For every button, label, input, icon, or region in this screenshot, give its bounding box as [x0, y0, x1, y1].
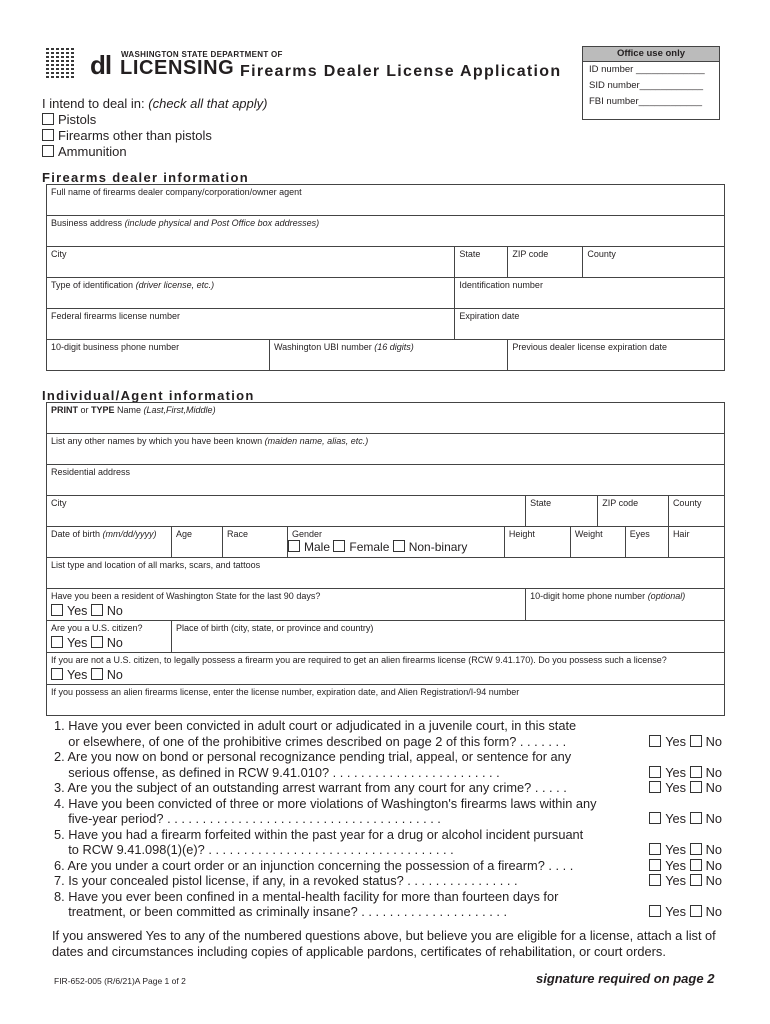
question-yes-label: Yes	[665, 780, 687, 795]
question-yes-label: Yes	[665, 857, 687, 873]
ubi-number-field[interactable]: Washington UBI number (16 digits)	[270, 340, 508, 371]
office-use-box	[582, 46, 720, 120]
dealer-zip-field[interactable]: ZIP code	[508, 247, 583, 278]
question-no-checkbox[interactable]	[690, 735, 702, 747]
prev-license-exp-field[interactable]: Previous dealer license expiration date	[508, 340, 725, 371]
citizen-yes-checkbox[interactable]	[51, 636, 63, 648]
question-no-label: No	[705, 842, 722, 857]
question-no-checkbox[interactable]	[690, 781, 702, 793]
question-yes-checkbox[interactable]	[649, 859, 661, 871]
dealer-info-table	[46, 184, 725, 371]
question-line	[54, 796, 722, 812]
male-checkbox[interactable]	[288, 540, 300, 552]
dealer-county-field[interactable]: County	[583, 247, 725, 278]
question-line	[54, 827, 722, 843]
other-firearms-checkbox[interactable]	[42, 129, 54, 141]
dealer-state-field[interactable]: State	[455, 247, 508, 278]
question-yes-checkbox[interactable]	[649, 874, 661, 886]
question-line	[54, 842, 722, 858]
citizen-no-checkbox[interactable]	[91, 636, 103, 648]
signature-note: signature required on page 2	[536, 971, 715, 986]
question-yes-checkbox[interactable]	[649, 812, 661, 824]
question-text: 3. Are you the subject of an outstanding arrest warrant from any court for any crime? . . . . .	[54, 780, 567, 795]
individual-section-title: Individual/Agent information	[42, 388, 255, 403]
question-yes-label: Yes	[665, 811, 687, 826]
form-number: FIR-652-005 (R/6/21)A Page 1 of 2	[54, 976, 186, 986]
id-number-field[interactable]: Identification number	[455, 278, 725, 309]
question-line	[54, 734, 722, 750]
question-line	[54, 873, 722, 889]
question-text: 8. Have you ever been confined in a mental-health facility for more than fourteen days for	[54, 888, 559, 904]
nonbinary-checkbox[interactable]	[393, 540, 405, 552]
dealer-city-field[interactable]: City	[47, 247, 455, 278]
question-yes-no	[649, 858, 722, 874]
question-no-label: No	[705, 857, 722, 873]
age-field[interactable]: Age	[172, 527, 223, 558]
question-yes-label: Yes	[665, 733, 687, 749]
residential-county-field[interactable]: County	[668, 496, 724, 527]
question-line	[54, 811, 722, 827]
question-yes-no	[649, 842, 722, 858]
question-no-checkbox[interactable]	[690, 812, 702, 824]
resident-yes-checkbox[interactable]	[51, 604, 63, 616]
deal-in-note: (check all that apply)	[148, 96, 268, 111]
weight-field[interactable]: Weight	[570, 527, 625, 558]
question-line	[54, 718, 722, 734]
question-text: 7. Is your concealed pistol license, if any, in a revoked status? . . . . . . . . . . . . . . . .	[54, 873, 518, 888]
residential-city-field[interactable]: City	[47, 496, 526, 527]
residential-state-field[interactable]: State	[526, 496, 598, 527]
ffl-expiration-field[interactable]: Expiration date	[455, 309, 725, 340]
height-field[interactable]: Height	[504, 527, 570, 558]
marks-field[interactable]: List type and location of all marks, scars, and tattoos	[47, 558, 725, 589]
deal-in-section	[42, 96, 268, 160]
deal-in-prompt: I intend to deal in:	[42, 96, 145, 111]
eligibility-questions	[54, 718, 722, 920]
question-yes-no	[649, 780, 722, 796]
question-no-label: No	[705, 733, 722, 749]
office-id-number: ID number _____________	[589, 64, 705, 75]
residential-address-field[interactable]: Residential address	[47, 465, 725, 496]
business-phone-field[interactable]: 10-digit business phone number	[47, 340, 270, 371]
question-yes-no	[649, 765, 722, 781]
question-text: serious offense, as defined in RCW 9.41.010? . . . . . . . . . . . . . . . . . . . . . . . .	[54, 764, 500, 780]
question-no-label: No	[705, 811, 722, 826]
other-firearms-label: Firearms other than pistols	[58, 128, 212, 143]
business-address-field[interactable]: Business address (include physical and Post Office box addresses)	[47, 216, 725, 247]
question-text: 1. Have you ever been convicted in adult court or adjudicated in a juvenile court, in this state	[54, 718, 577, 733]
agency-name-main: LICENSING	[120, 57, 235, 79]
question-line	[54, 858, 722, 874]
question-yes-no	[649, 873, 722, 889]
barcode-image	[46, 48, 76, 78]
dol-logo-icon: dl	[90, 50, 112, 80]
question-yes-checkbox[interactable]	[649, 843, 661, 855]
question-text: to RCW 9.41.098(1)(e)? . . . . . . . . . . . . . . . . . . . . . . . . . . . . . . . . . . .	[54, 842, 454, 857]
question-text: treatment, or been committed as criminally insane? . . . . . . . . . . . . . . . . . . . . .	[54, 904, 508, 919]
dealer-name-field[interactable]: Full name of firearms dealer company/corporation/owner agent	[47, 185, 725, 216]
dob-field[interactable]: Date of birth (mm/dd/yyyy)	[47, 527, 172, 558]
page-title: Firearms Dealer License Application	[240, 63, 562, 80]
question-yes-no	[649, 734, 722, 750]
question-no-checkbox[interactable]	[690, 859, 702, 871]
gender-field[interactable]: Gender Male Female Non-binary	[288, 527, 505, 558]
question-line	[54, 749, 722, 765]
question-no-label: No	[705, 873, 722, 888]
question-text: or elsewhere, of one of the prohibitive crimes described on page 2 of this form? . . . . . . .	[54, 733, 567, 749]
question-yes-checkbox[interactable]	[649, 766, 661, 778]
office-fbi-number: FBI number____________	[589, 96, 703, 107]
id-type-field[interactable]: Type of identification (driver license, etc.)	[47, 278, 455, 309]
question-no-checkbox[interactable]	[690, 766, 702, 778]
race-field[interactable]: Race	[223, 527, 288, 558]
alien-license-question: If you are not a U.S. citizen, to legally possess a firearm you are required to get an alien firearms license (RCW 9.41.170). Do you possess such a license? Yes No	[47, 653, 725, 685]
question-line	[54, 780, 722, 796]
ammunition-checkbox[interactable]	[42, 145, 54, 157]
question-yes-label: Yes	[665, 904, 687, 919]
pistols-label: Pistols	[58, 112, 97, 127]
home-phone-field[interactable]: 10-digit home phone number (optional)	[526, 589, 725, 621]
question-text: 4. Have you been convicted of three or more violations of Washington's firearms laws within any	[54, 795, 597, 811]
question-text: 5. Have you had a firearm forfeited within the past year for a drug or alcohol incident pursuant	[54, 826, 584, 842]
question-no-label: No	[705, 764, 722, 780]
question-line	[54, 889, 722, 905]
ammunition-label: Ammunition	[58, 144, 127, 159]
question-line	[54, 904, 722, 920]
pistols-checkbox[interactable]	[42, 113, 54, 125]
print-name-field[interactable]: PRINT or TYPE Name (Last,First,Middle)	[47, 403, 725, 434]
question-yes-checkbox[interactable]	[649, 735, 661, 747]
ffl-number-field[interactable]: Federal firearms license number	[47, 309, 455, 340]
question-text: 6. Are you under a court order or an injunction concerning the possession of a firearm? . . . .	[54, 857, 574, 873]
birthplace-field[interactable]: Place of birth (city, state, or province and country)	[172, 621, 725, 653]
question-line	[54, 765, 722, 781]
question-yes-label: Yes	[665, 842, 687, 857]
question-yes-label: Yes	[665, 764, 687, 780]
question-yes-no	[649, 811, 722, 827]
question-no-checkbox[interactable]	[690, 843, 702, 855]
other-names-field[interactable]: List any other names by which you have been known (maiden name, alias, etc.)	[47, 434, 725, 465]
question-text: five-year period? . . . . . . . . . . . . . . . . . . . . . . . . . . . . . . . . . . . . . . .	[54, 811, 441, 826]
citizen-question: Are you a U.S. citizen? Yes No	[47, 621, 172, 653]
dealer-section-title: Firearms dealer information	[42, 170, 250, 185]
question-no-checkbox[interactable]	[690, 905, 702, 917]
question-yes-checkbox[interactable]	[649, 781, 661, 793]
question-yes-label: Yes	[665, 873, 687, 888]
resident-no-checkbox[interactable]	[91, 604, 103, 616]
question-no-label: No	[705, 780, 722, 795]
alien-yes-checkbox[interactable]	[51, 668, 63, 680]
resident-question: Have you been a resident of Washington State for the last 90 days? Yes No	[47, 589, 526, 621]
question-no-checkbox[interactable]	[690, 874, 702, 886]
yes-answer-note: If you answered Yes to any of the numbered questions above, but believe you are eligible for a license, attach a list of dates and circumstances including copies of applicable pardons, certificates of rehabilitation, or court orders.	[52, 928, 716, 959]
agency-name-top: WASHINGTON STATE DEPARTMENT OF	[121, 50, 283, 59]
question-no-label: No	[705, 904, 722, 919]
question-text: 2. Are you now on bond or personal recognizance pending trial, appeal, or sentence for any	[54, 749, 572, 764]
residential-zip-field[interactable]: ZIP code	[598, 496, 669, 527]
alien-no-checkbox[interactable]	[91, 668, 103, 680]
office-sid-number: SID number____________	[589, 80, 704, 91]
office-use-title: Office use only	[583, 47, 719, 62]
question-yes-no	[649, 904, 722, 920]
eyes-field[interactable]: Eyes	[625, 527, 668, 558]
female-checkbox[interactable]	[333, 540, 345, 552]
question-yes-checkbox[interactable]	[649, 905, 661, 917]
alien-license-info-field[interactable]: If you possess an alien firearms license, enter the license number, expiration date, and Alien Registration/I-94 number	[47, 685, 725, 716]
hair-field[interactable]: Hair	[668, 527, 724, 558]
individual-info-table	[46, 402, 725, 716]
